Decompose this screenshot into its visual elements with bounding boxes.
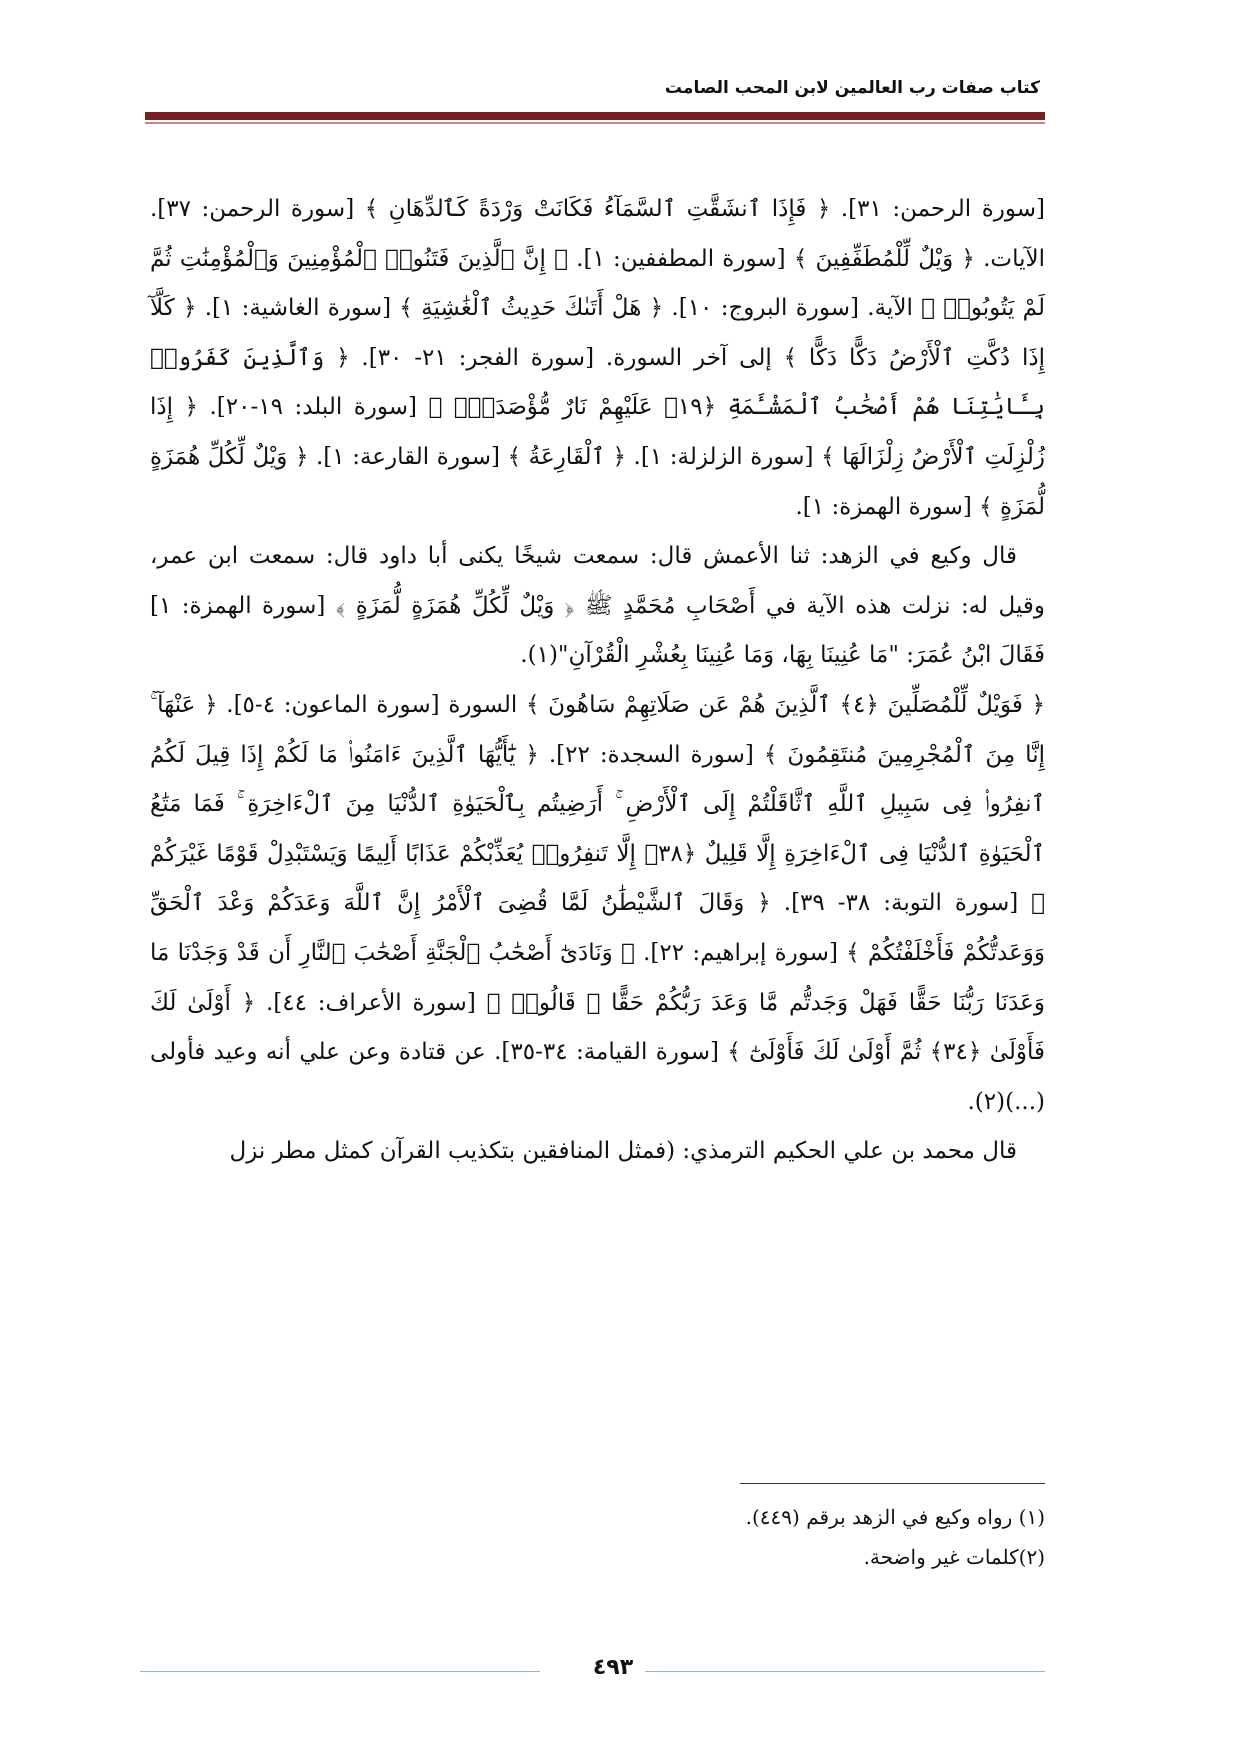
paragraph-4: قال محمد بن علي الحكيم الترمذي: (فمثل المنافقين بتكذيب القرآن كمثل مطر نزل — [229, 1138, 1017, 1165]
footer-line-right — [645, 1671, 1045, 1672]
footnote-2: (٢)كلمات غير واضحة. — [863, 1545, 1045, 1569]
header-rule-thin — [145, 122, 1045, 124]
footer-line-left — [140, 1671, 540, 1672]
header-rule — [145, 112, 1045, 120]
footnote-rule — [740, 1483, 1045, 1484]
footnote-1: (١) رواه وكيع في الزهد برقم (٤٤٩). — [745, 1505, 1045, 1529]
page-number: ٤٩٣ — [592, 1655, 634, 1680]
footnotes — [345, 1497, 1045, 1577]
book-title: كتاب صفات رب العالمين لابن المحب الصامت — [664, 78, 1040, 98]
body-text — [150, 185, 1045, 1177]
paragraph-1: [سورة الرحمن: ٣١]. ﴿ فَإِذَا ٱنشَقَّتِ ٱلسَّمَآءُ فَكَانَتْ وَرْدَةً كَٱلدِّهَانِ ﴾ [سورة الرحمن: ٣٧]. الآيات. ﴿ وَيْلٌ لِّلْمُطَفِّفِينَ ﴾ [سورة المطففين: ١]. ﴿ إِنَّ ٱلَّذِينَ فَتَنُوا۟ ٱلْمُؤْمِنِينَ وَٱلْمُؤْمِنَٰتِ ثُمَّ لَمْ يَتُوبُوا۟ ﴾ الآية. [سورة البروج: ١٠]. ﴿ هَلْ أَتَىٰكَ حَدِيثُ ٱلْغَٰشِيَةِ ﴾ [سورة الغاشية: ١]. ﴿ كَلَّآ إِذَا دُكَّتِ ٱلْأَرْضُ دَكًّا دَكًّا ﴾ إلى آخر السورة. [سورة الفجر: ٢١- ٣٠]. ﴿ وَٱلَّذِينَ كَفَرُوا۟ بِـَٔايَٰتِنَا هُمْ أَصْحَٰبُ ٱلْمَشْـَٔمَةِ ﴿١٩﴾ عَلَيْهِمْ نَارٌ مُّؤْصَدَةٌۢ ﴾ [سورة البلد: ١٩-٢٠]. ﴿ إِذَا زُلْزِلَتِ ٱلْأَرْضُ زِلْزَالَهَا ﴾ [سورة الزلزلة: ١]. ﴿ ٱلْقَارِعَةُ ﴾ [سورة القارعة: ١]. ﴿ وَيْلٌ لِّكُلِّ هُمَزَةٍ لُّمَزَةٍ ﴾ [سورة الهمزة: ١]. — [150, 196, 1046, 520]
paragraph-2: قال وكيع في الزهد: ثنا الأعمش قال: سمعت شيخًا يكنى أبا داود قال: سمعت ابن عمر، وقيل له: نزلت هذه الآية في أَصْحَابِ مُحَمَّدٍ ﷺ ﴿ وَيْلٌ لِّكُلِّ هُمَزَةٍ لُّمَزَةٍ ﴾ [سورة الهمزة: ١] فَقَالَ ابْنُ عُمَرَ: "مَا عُنِينَا بِهَا، وَمَا عُنِينَا بِعُشْرِ الْقُرْآنِ"(١). — [150, 543, 1045, 669]
paragraph-3: ﴿ فَوَيْلٌ لِّلْمُصَلِّينَ ﴿٤﴾ ٱلَّذِينَ هُمْ عَن صَلَاتِهِمْ سَاهُونَ ﴾ السورة [سورة الماعون: ٤-٥]. ﴿ عَنْهَآ ۚ إِنَّا مِنَ ٱلْمُجْرِمِينَ مُنتَقِمُونَ ﴾ [سورة السجدة: ٢٢]. ﴿ يَٰٓأَيُّهَا ٱلَّذِينَ ءَامَنُوا۟ مَا لَكُمْ إِذَا قِيلَ لَكُمُ ٱنفِرُوا۟ فِى سَبِيلِ ٱللَّهِ ٱثَّاقَلْتُمْ إِلَى ٱلْأَرْضِ ۚ أَرَضِيتُم بِٱلْحَيَوٰةِ ٱلدُّنْيَا مِنَ ٱلْءَاخِرَةِ ۚ فَمَا مَتَٰعُ ٱلْحَيَوٰةِ ٱلدُّنْيَا فِى ٱلْءَاخِرَةِ إِلَّا قَلِيلٌ ﴿٣٨﴾ إِلَّا تَنفِرُوا۟ يُعَذِّبْكُمْ عَذَابًا أَلِيمًا وَيَسْتَبْدِلْ قَوْمًا غَيْرَكُمْ ﴾ [سورة التوبة: ٣٨- ٣٩]. ﴿ وَقَالَ ٱلشَّيْطَٰنُ لَمَّا قُضِىَ ٱلْأَمْرُ إِنَّ ٱللَّهَ وَعَدَكُمْ وَعْدَ ٱلْحَقِّ وَوَعَدتُّكُمْ فَأَخْلَفْتُكُمْ ﴾ [سورة إبراهيم: ٢٢]. ﴿ وَنَادَىٰٓ أَصْحَٰبُ ٱلْجَنَّةِ أَصْحَٰبَ ٱلنَّارِ أَن قَدْ وَجَدْنَا مَا وَعَدَنَا رَبُّنَا حَقًّا فَهَلْ وَجَدتُّم مَّا وَعَدَ رَبُّكُمْ حَقًّا ۖ قَالُوا۟ ﴾ [سورة الأعراف: ٤٤]. ﴿ أَوْلَىٰ لَكَ فَأَوْلَىٰ ﴿٣٤﴾ ثُمَّ أَوْلَىٰ لَكَ فَأَوْلَىٰٓ ﴾ [سورة القيامة: ٣٤-٣٥]. عن قتادة وعن علي أنه وعيد فأولى (...)(٢). — [150, 691, 1046, 1115]
